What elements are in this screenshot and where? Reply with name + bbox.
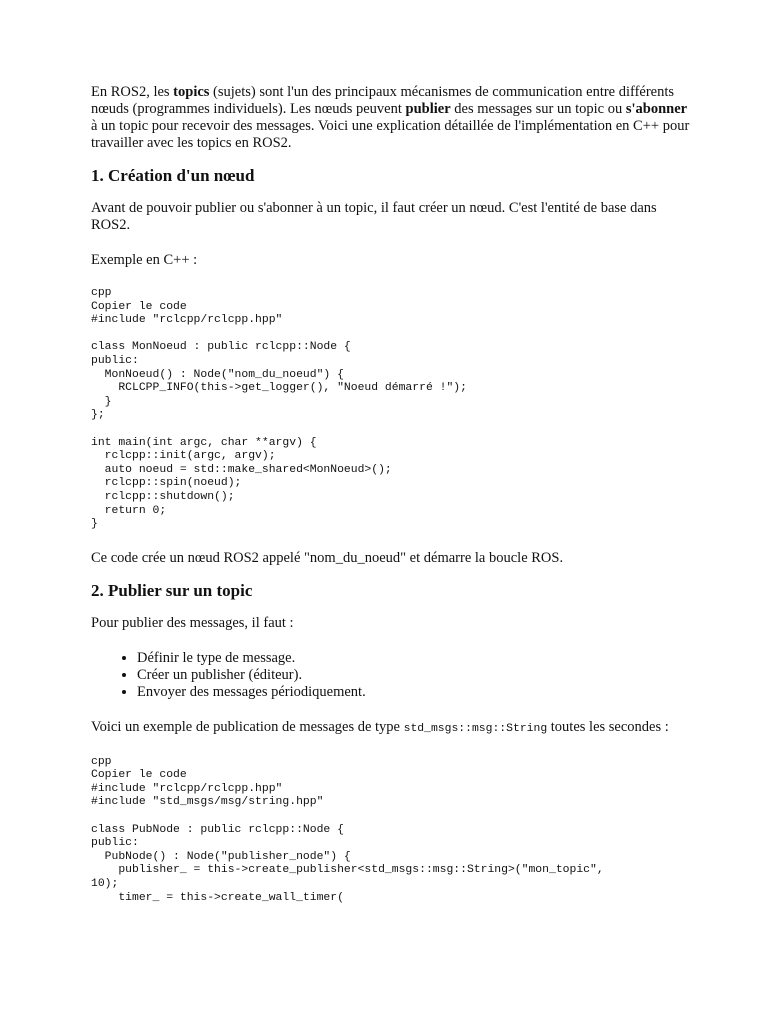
intro-paragraph [91,84,691,152]
section2-code-block[interactable]: cpp Copier le code #include "rclcpp/rclcpp.hpp" #include "std_msgs/msg/string.hpp" class PubNode : public rclcpp::Node { public: PubNode() : Node("publisher_node") { publisher_ = this->create_publisher<std_msgs::msg::String>("mon_topic", 10); timer_ = this->create_wall_timer( [91,755,604,904]
intro-text-3: des messages sur un topic ou [450,101,626,117]
inline-code-type: std_msgs::msg::String [403,722,548,735]
intro-bold-publier: publier [405,101,451,117]
section1-example-label: Exemple en C++ : [91,252,198,268]
example-text-1: Voici un exemple de publication de messages de type [91,718,404,735]
intro-bold-abonner: s'abonner [625,101,688,117]
section1-after-code: Ce code crée un nœud ROS2 appelé "nom_du_noeud" et démarre la boucle ROS. [91,549,564,566]
intro-text-1: En ROS2, les [91,84,174,100]
section2-bullet-list [91,650,691,701]
bullet-item: • Créer un publisher (éditeur). [137,667,691,684]
section1-heading: 1. Création d'un nœud [91,166,255,185]
example-text-2: toutes les secondes : [547,718,669,735]
section2-example-intro [91,719,691,738]
intro-text-4: à un topic pour recevoir des messages. Voici une explication détaillée de l'implémentation en C++ pour travailler avec les topics en ROS2. [91,118,690,151]
intro-bold-topics: topics [173,84,210,100]
bullet-item: • Envoyer des messages périodiquement. [137,684,691,701]
section2-description: Pour publier des messages, il faut : [91,614,294,631]
section1-code-block[interactable]: cpp Copier le code #include "rclcpp/rclcpp.hpp" class MonNoeud : public rclcpp::Node { public: MonNoeud() : Node("nom_du_noeud") { RCLCPP_INFO(this->get_logger(), "Noeud démarré !"); } }; int main(int argc, char **argv) { rclcpp::init(argc, argv); auto noeud = std::make_shared<MonNoeud>(); rclcpp::spin(noeud); rclcpp::shutdown(); return 0; } [91,287,467,531]
section2-heading: 2. Publier sur un topic [91,580,253,600]
document-page [91,84,691,905]
intro-text-2: (sujets) sont l'un des principaux mécanismes de communication entre différents nœuds (programmes individuels). Les nœuds peuvent [91,84,675,117]
section1-description: Avant de pouvoir publier ou s'abonner à un topic, il faut créer un nœud. C'est l'entité de base dans ROS2. [91,200,657,233]
bullet-item: • Définir le type de message. [137,650,691,667]
